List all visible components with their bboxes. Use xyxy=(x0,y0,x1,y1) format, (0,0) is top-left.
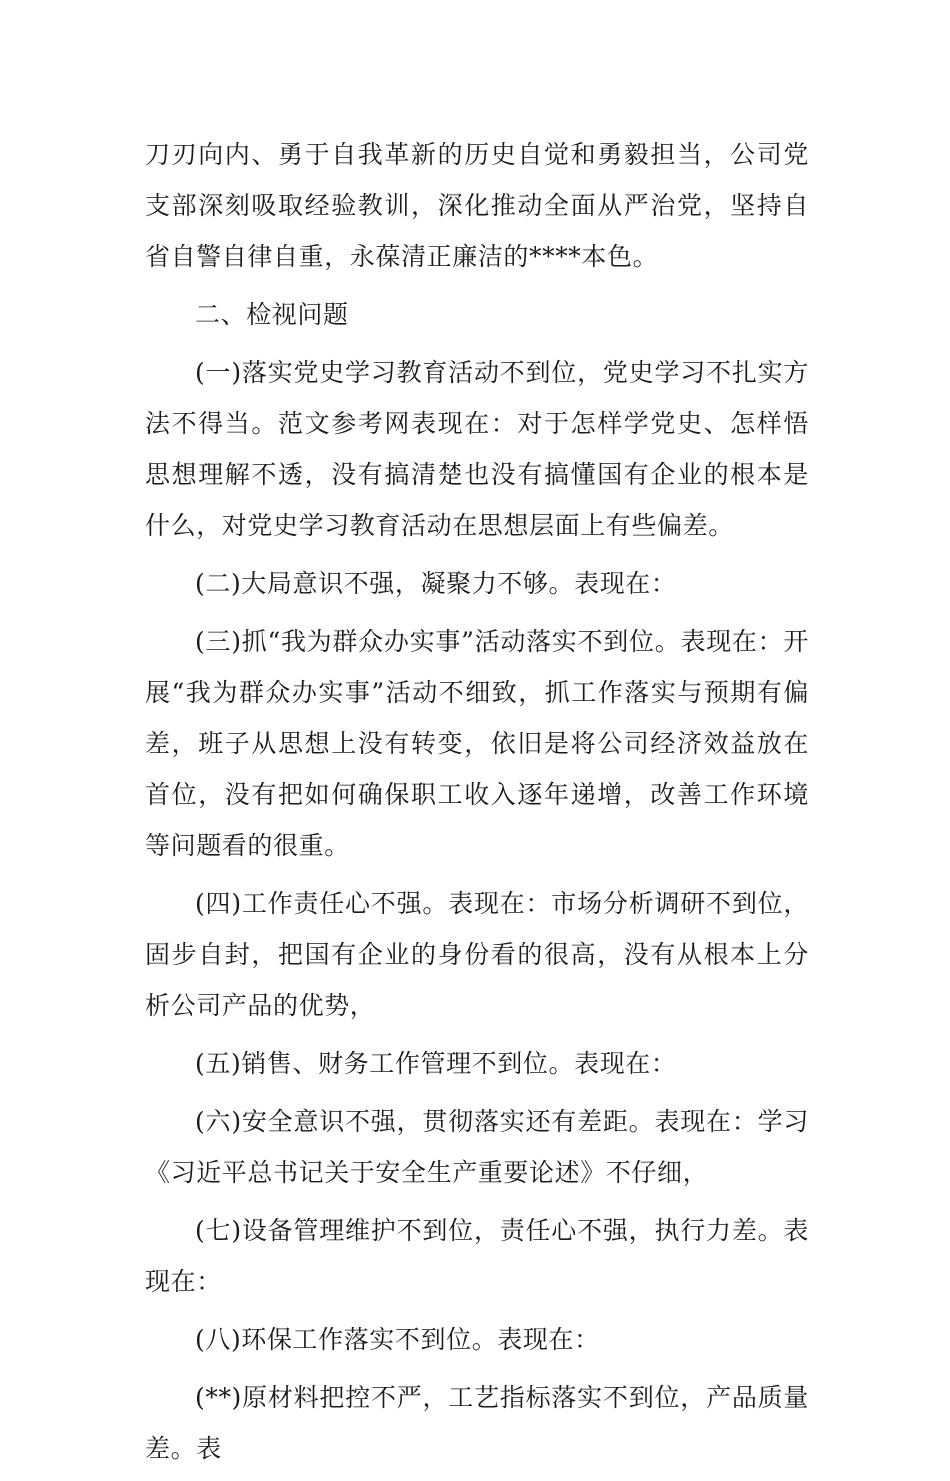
paragraph-item-2: (二)大局意识不强，凝聚力不够。表现在： xyxy=(195,569,677,598)
paragraph-item-7: (七)设备管理维护不到位，责任心不强，执行力差。表现在： xyxy=(145,1216,809,1296)
section-heading-inspection: 二、检视问题 xyxy=(195,300,349,329)
paragraph-item-1: (一)落实党史学习教育活动不到位，党史学习不扎实方法不得当。范文参考网表现在：对于怎样学党史、怎样悟思想理解不透，没有搞清楚也没有搞懂国有企业的根本是什么，对党史学习教育活动在思想层面上有些偏差。 xyxy=(145,358,809,540)
paragraph-item-4: (四)工作责任心不强。表现在：市场分析调研不到位，固步自封，把国有企业的身份看的很高，没有从根本上分析公司产品的优势， xyxy=(145,889,809,1020)
document-body xyxy=(145,129,809,1481)
paragraph-item-6: (六)安全意识不强，贯彻落实还有差距。表现在：学习《习近平总书记关于安全生产重要论述》不仔细， xyxy=(145,1107,809,1187)
paragraph-item-8: (八)环保工作落实不到位。表现在： xyxy=(195,1325,600,1354)
paragraph-item-9: (**)原材料把控不严，工艺指标落实不到位，产品质量差。表 xyxy=(145,1383,809,1463)
paragraph-continuation: 刀刃向内、勇于自我革新的历史自觉和勇毅担当，公司党支部深刻吸取经验教训，深化推动全面从严治党，坚持自省自警自律自重，永葆清正廉洁的****本色。 xyxy=(145,140,809,271)
paragraph-item-3: (三)抓“我为群众办实事”活动落实不到位。表现在：开展“我为群众办实事”活动不细致，抓工作落实与预期有偏差，班子从思想上没有转变，依旧是将公司经济效益放在首位，没有把如何确保职工收入逐年递增，改善工作环境等问题看的很重。 xyxy=(145,627,809,860)
paragraph-item-5: (五)销售、财务工作管理不到位。表现在： xyxy=(195,1049,677,1078)
